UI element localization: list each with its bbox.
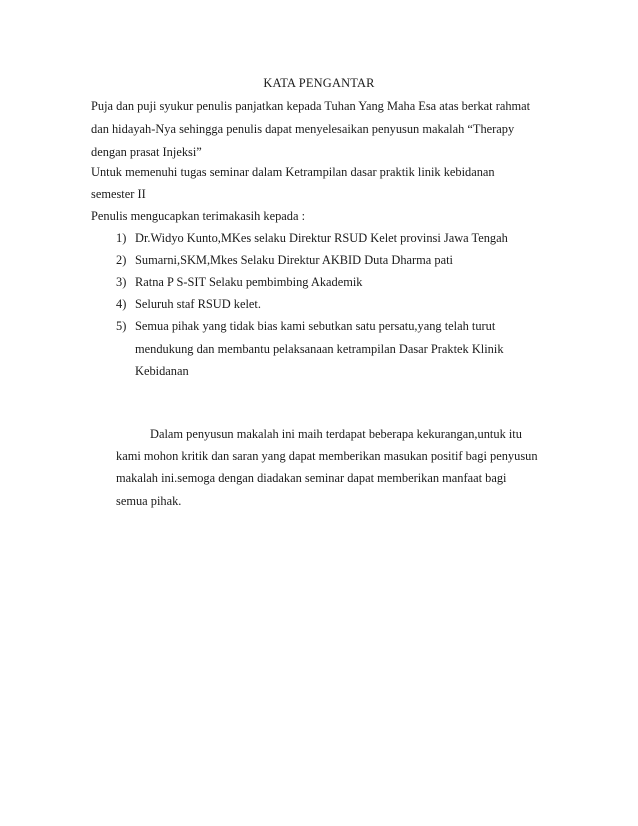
list-number: 1)	[116, 231, 127, 245]
intro-line: dengan prasat Injeksi”	[91, 145, 202, 159]
intro-line: Untuk memenuhi tugas seminar dalam Ketrampilan dasar praktik linik kebidanan	[91, 165, 495, 179]
list-item-continuation: mendukung dan membantu pelaksanaan ketrampilan Dasar Praktek Klinik	[135, 342, 504, 356]
list-item: Dr.Widyo Kunto,MKes selaku Direktur RSUD Kelet provinsi Jawa Tengah	[135, 231, 508, 245]
document-title	[0, 76, 638, 91]
intro-line: Puja dan puji syukur penulis panjatkan kepada Tuhan Yang Maha Esa atas berkat rahmat	[91, 99, 531, 113]
intro-line: Penulis mengucapkan terimakasih kepada :	[91, 209, 306, 223]
closing-line: kami mohon kritik dan saran yang dapat memberikan masukan positif bagi penyusun	[116, 449, 538, 463]
title-text: KATA PENGANTAR	[263, 76, 375, 90]
list-item: Ratna P S-SIT Selaku pembimbing Akademik	[135, 275, 363, 289]
intro-line: semester II	[91, 187, 146, 201]
intro-line: dan hidayah-Nya sehingga penulis dapat menyelesaikan penyusun makalah “Therapy	[91, 122, 515, 136]
closing-line: Dalam penyusun makalah ini maih terdapat beberapa kekurangan,untuk itu	[150, 427, 522, 441]
list-item-continuation: Kebidanan	[135, 364, 189, 378]
list-item: Sumarni,SKM,Mkes Selaku Direktur AKBID Duta Dharma pati	[135, 253, 453, 267]
list-number: 2)	[116, 253, 127, 267]
closing-line: semua pihak.	[116, 494, 182, 508]
list-number: 5)	[116, 319, 127, 333]
list-item: Semua pihak yang tidak bias kami sebutkan satu persatu,yang telah turut	[135, 319, 496, 333]
list-number: 4)	[116, 297, 127, 311]
list-number: 3)	[116, 275, 127, 289]
closing-line: makalah ini.semoga dengan diadakan seminar dapat memberikan manfaat bagi	[116, 471, 507, 485]
list-item: Seluruh staf RSUD kelet.	[135, 297, 261, 311]
